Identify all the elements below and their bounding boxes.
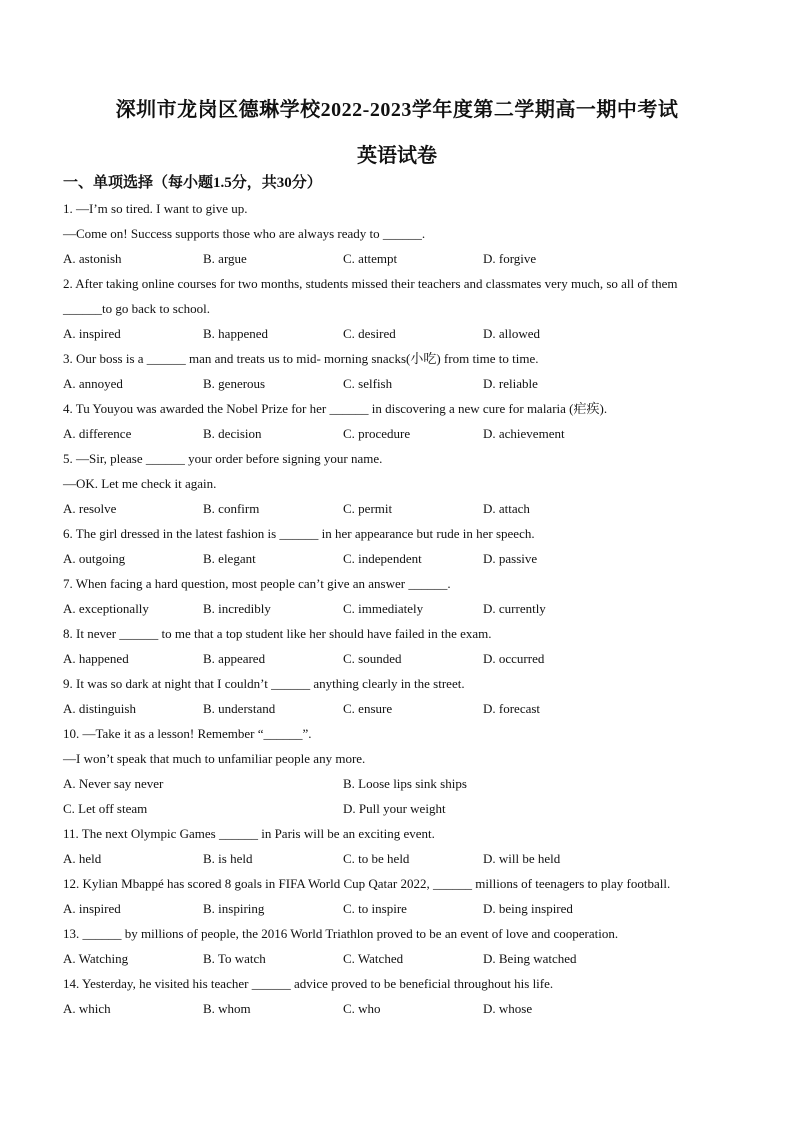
- question-stem-line: 10. —Take it as a lesson! Remember “______”.: [63, 726, 312, 741]
- question-10: [63, 721, 733, 821]
- options-row: [63, 896, 733, 921]
- answer-option: C. procedure: [343, 426, 411, 441]
- options-row: [63, 421, 733, 446]
- answer-option: D. reliable: [483, 376, 538, 391]
- question-stem-line: 11. The next Olympic Games ______ in Paris will be an exciting event.: [63, 826, 435, 841]
- question-13: [63, 921, 733, 971]
- question-1: [63, 196, 733, 271]
- question-3: [63, 346, 733, 396]
- options-row: [63, 996, 733, 1021]
- answer-option: C. sounded: [343, 651, 402, 666]
- question-stem-line: 14. Yesterday, he visited his teacher ______ advice proved to be beneficial throughout his life.: [63, 976, 554, 991]
- answer-option: D. Being watched: [483, 951, 577, 966]
- question-6: [63, 521, 733, 571]
- answer-option: D. currently: [483, 601, 546, 616]
- answer-option: A. Watching: [63, 951, 129, 966]
- answer-option: C. desired: [343, 326, 396, 341]
- answer-option: B. incredibly: [203, 601, 271, 616]
- answer-option: B. confirm: [203, 501, 260, 516]
- answer-option: B. elegant: [203, 551, 256, 566]
- answer-option: A. distinguish: [63, 701, 136, 716]
- answer-option: A. exceptionally: [63, 601, 149, 616]
- options-row: [63, 596, 733, 621]
- question-stem-line: 9. It was so dark at night that I couldn’t ______ anything clearly in the street.: [63, 676, 465, 691]
- options-row: [63, 646, 733, 671]
- question-7: [63, 571, 733, 621]
- answer-option: C. to inspire: [343, 901, 407, 916]
- question-stem-line: 5. —Sir, please ______ your order before signing your name.: [63, 451, 383, 466]
- answer-option: A. outgoing: [63, 551, 126, 566]
- options-row: [63, 771, 733, 796]
- answer-option: D. forecast: [483, 701, 541, 716]
- answer-option: C. immediately: [343, 601, 424, 616]
- answer-option: A. inspired: [63, 326, 121, 341]
- answer-option: A. astonish: [63, 251, 122, 266]
- answer-option: B. appeared: [203, 651, 266, 666]
- question-4: [63, 396, 733, 446]
- options-row: [63, 371, 733, 396]
- answer-option: B. argue: [203, 251, 247, 266]
- answer-option: C. to be held: [343, 851, 410, 866]
- exam-title: 深圳市龙岗区德琳学校2022-2023学年度第二学期高一期中考试: [115, 99, 679, 121]
- exam-subtitle: 英语试卷: [357, 145, 437, 167]
- answer-option: C. who: [343, 1001, 381, 1016]
- question-stem-line: 2. After taking online courses for two months, students missed their teachers and classmates very much, so all of them: [63, 276, 678, 291]
- answer-option: D. allowed: [483, 326, 541, 341]
- answer-option: D. achievement: [483, 426, 565, 441]
- answer-option: D. attach: [483, 501, 530, 516]
- question-stem-line: —Come on! Success supports those who are always ready to ______.: [63, 226, 426, 241]
- options-row: [63, 846, 733, 871]
- answer-option: C. permit: [343, 501, 393, 516]
- answer-option: A. resolve: [63, 501, 117, 516]
- question-14: [63, 971, 733, 1021]
- options-row: [63, 696, 733, 721]
- question-8: [63, 621, 733, 671]
- answer-option: D. passive: [483, 551, 538, 566]
- answer-option: A. happened: [63, 651, 129, 666]
- question-list: [63, 196, 733, 1021]
- question-11: [63, 821, 733, 871]
- answer-option: B. generous: [203, 376, 266, 391]
- answer-option: A. inspired: [63, 901, 121, 916]
- question-12: [63, 871, 733, 921]
- question-5: [63, 446, 733, 521]
- answer-option: C. selfish: [343, 376, 393, 391]
- answer-option: A. annoyed: [63, 376, 123, 391]
- question-9: [63, 671, 733, 721]
- answer-option: C. independent: [343, 551, 422, 566]
- answer-option: D. forgive: [483, 251, 537, 266]
- options-row: [63, 246, 733, 271]
- answer-option: D. being inspired: [483, 901, 573, 916]
- answer-option: D. occurred: [483, 651, 545, 666]
- question-stem-line: 12. Kylian Mbappé has scored 8 goals in FIFA World Cup Qatar 2022, ______ millions of teenagers to play football.: [63, 876, 671, 891]
- answer-option: A. which: [63, 1001, 111, 1016]
- question-stem-line: 13. ______ by millions of people, the 2016 World Triathlon proved to be an event of love and cooperation.: [63, 926, 619, 941]
- question-stem-line: 8. It never ______ to me that a top student like her should have failed in the exam.: [63, 626, 492, 641]
- answer-option: B. understand: [203, 701, 276, 716]
- options-row: [63, 496, 733, 521]
- answer-option: B. To watch: [203, 951, 266, 966]
- options-row: [63, 321, 733, 346]
- question-stem-line: —I won’t speak that much to unfamiliar people any more.: [63, 751, 366, 766]
- answer-option: D. Pull your weight: [343, 801, 446, 816]
- options-row: [63, 796, 733, 821]
- question-stem-line: 6. The girl dressed in the latest fashion is ______ in her appearance but rude in her speech.: [63, 526, 535, 541]
- question-stem-line: 1. —I’m so tired. I want to give up.: [63, 201, 248, 216]
- answer-option: A. difference: [63, 426, 132, 441]
- answer-option: B. Loose lips sink ships: [343, 776, 467, 791]
- question-stem-line: ______to go back to school.: [63, 301, 210, 316]
- answer-option: C. attempt: [343, 251, 398, 266]
- answer-option: C. Let off steam: [63, 801, 148, 816]
- answer-option: B. is held: [203, 851, 253, 866]
- options-row: [63, 946, 733, 971]
- answer-option: B. happened: [203, 326, 268, 341]
- answer-option: C. ensure: [343, 701, 393, 716]
- answer-option: D. whose: [483, 1001, 533, 1016]
- answer-option: B. whom: [203, 1001, 251, 1016]
- question-stem-line: 3. Our boss is a ______ man and treats us to mid- morning snacks(小吃) from time to time.: [63, 351, 539, 366]
- answer-option: A. Never say never: [63, 776, 164, 791]
- answer-option: D. will be held: [483, 851, 561, 866]
- question-stem-line: 7. When facing a hard question, most people can’t give an answer ______.: [63, 576, 451, 591]
- answer-option: B. decision: [203, 426, 262, 441]
- answer-option: A. held: [63, 851, 102, 866]
- answer-option: C. Watched: [343, 951, 404, 966]
- question-stem-line: —OK. Let me check it again.: [63, 476, 217, 491]
- options-row: [63, 546, 733, 571]
- question-stem-line: 4. Tu Youyou was awarded the Nobel Prize for her ______ in discovering a new cure for malaria (疟疾).: [63, 401, 608, 416]
- answer-option: B. inspiring: [203, 901, 265, 916]
- question-2: [63, 271, 733, 346]
- section-heading: 一、单项选择（每小题1.5分，共30分）: [63, 175, 322, 191]
